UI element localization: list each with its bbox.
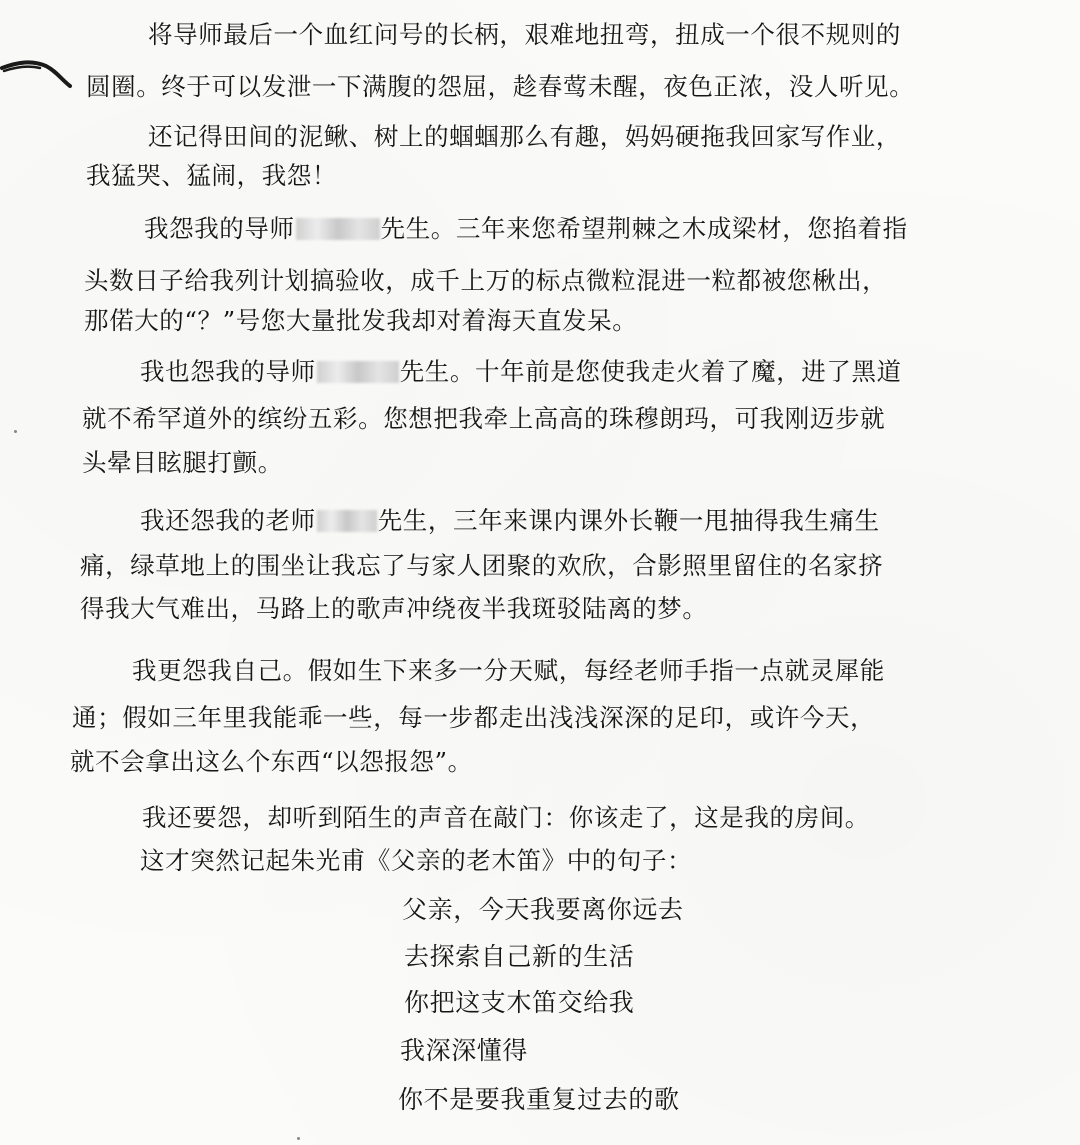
paragraph-1-line-1: 将导师最后一个血红问号的长柄，艰难地扭弯，扭成一个很不规则的: [148, 20, 901, 49]
poem-line-5: 你不是要我重复过去的歌: [398, 1085, 680, 1114]
poem-line-2: 去探索自己新的生活: [404, 942, 635, 971]
paragraph-4-line-1: [140, 357, 902, 387]
paragraph-3-line-3: 那偌大的“？”号您大量批发我却对着海天直发呆。: [84, 306, 638, 335]
paragraph-3-line-1-end: 先生。三年来您希望荆棘之木成梁材，您掐着指: [380, 214, 908, 243]
paragraph-6-line-3: 就不会拿出这么个东西“以怨报怨”。: [70, 747, 473, 776]
paragraph-1-line-2: 圆圈。终于可以发泄一下满腹的怨屈，趁春莺未醒，夜色正浓，没人听见。: [86, 72, 915, 101]
redacted-name-blur: [317, 510, 377, 532]
poem-line-3: 你把这支木笛交给我: [404, 988, 635, 1017]
paragraph-5-line-1-start: 我还怨我的老师: [140, 506, 316, 535]
paragraph-3-line-2: 头数日子给我列计划搞验收，成千上万的标点微粒混进一粒都被您楸出，: [84, 266, 888, 295]
poem-line-4: 我深深懂得: [400, 1036, 529, 1065]
paragraph-3-line-1-start: 我怨我的导师: [144, 214, 295, 243]
paragraph-5-line-3: 得我大气难出，马路上的歌声冲绕夜半我斑驳陆离的梦。: [80, 594, 708, 623]
paragraph-4-line-3: 头晕目眩腿打颤。: [82, 448, 283, 477]
paragraph-5-line-1: [140, 506, 880, 536]
paragraph-8-line-1: 这才突然记起朱光甫《父亲的老木笛》中的句子：: [140, 846, 693, 875]
poem-line-1: 父亲，今天我要离你远去: [402, 895, 684, 924]
paragraph-3-line-1: [144, 214, 908, 244]
paragraph-4-line-1-end: 先生。十年前是您使我走火着了魔，进了黑道: [399, 357, 902, 386]
paragraph-6-line-2: 通；假如三年里我能乖一些，每一步都走出浅浅深深的足印，或许今天，: [72, 703, 876, 732]
paragraph-2-line-2: 我猛哭、猛闹，我怨！: [86, 161, 337, 190]
margin-scribble-mark: [0, 52, 80, 102]
redacted-name-blur: [317, 361, 399, 383]
paragraph-4-line-1-start: 我也怨我的导师: [140, 357, 316, 386]
paragraph-5-line-2: 痛，绿草地上的围坐让我忘了与家人团聚的欢欣，合影照里留住的名家挤: [80, 551, 884, 580]
paragraph-4-line-2: 就不希罕道外的缤纷五彩。您想把我牵上高高的珠穆朗玛，可我刚迈步就: [82, 404, 886, 433]
paragraph-6-line-1: 我更怨我自己。假如生下来多一分天赋，每经老师手指一点就灵犀能: [132, 656, 885, 685]
paragraph-5-line-1-end: 先生，三年来课内课外长鞭一甩抽得我生痛生: [377, 506, 880, 535]
redacted-name-blur: [296, 218, 380, 240]
scan-speck: [297, 1137, 300, 1140]
scan-speck: [14, 430, 17, 433]
paragraph-2-line-1: 还记得田间的泥鳅、树上的蝈蝈那么有趣，妈妈硬拖我回家写作业，: [148, 122, 901, 151]
paragraph-7-line-1: 我还要怨，却听到陌生的声音在敲门：你该走了，这是我的房间。: [142, 803, 870, 832]
